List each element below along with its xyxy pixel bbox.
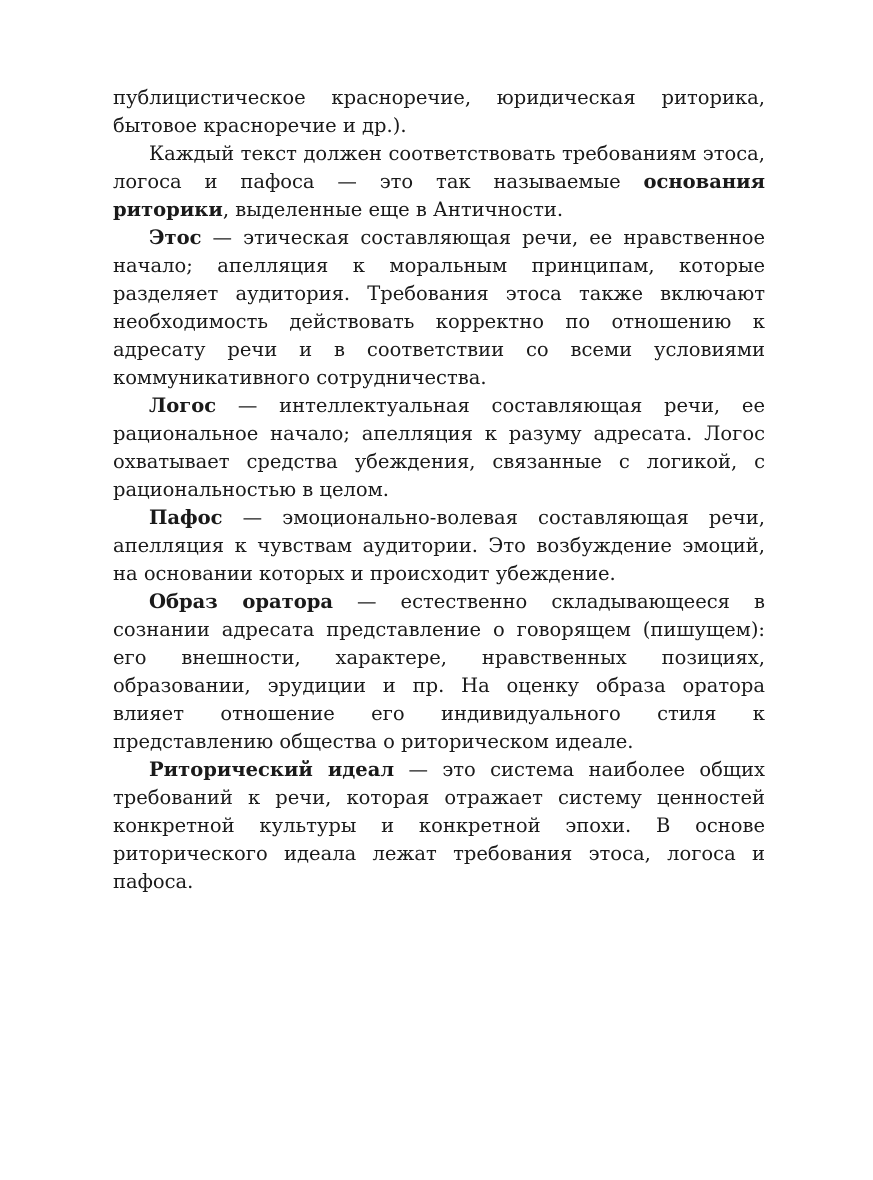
paragraph-rhetorical-ideal xyxy=(113,756,765,896)
paragraph-text: — естественно складывающееся в сознании адресата представление о говорящем (пишущем): его внешности, характере, нравственных позициях, образовании, эрудиции и пр. На оценку образа оратора влияет отношение его индивидуального стиля к представлению общества о риторическом идеале. xyxy=(113,590,765,753)
term-logos: Логос xyxy=(149,394,217,417)
paragraph-logos xyxy=(113,392,765,504)
paragraph-pathos xyxy=(113,504,765,588)
term-orator-image: Образ оратора xyxy=(149,590,333,613)
term-rhetorical-ideal: Риторический идеал xyxy=(149,758,395,781)
paragraph-text: , выделенные еще в Античности. xyxy=(222,198,564,221)
paragraph-foundations xyxy=(113,140,765,224)
paragraph-text: Каждый текст должен соответствовать требованиям этоса, логоса и пафоса — это так называемые xyxy=(113,142,765,193)
paragraph-orator-image xyxy=(113,588,765,756)
paragraph-ethos xyxy=(113,224,765,392)
term-ethos: Этос xyxy=(149,226,202,249)
term-foundations: основания риторики xyxy=(113,170,765,221)
paragraph-text: публицистическое красноречие, юридическая риторика, бытовое красноречие и др.). xyxy=(113,86,765,137)
paragraph-text: — этическая составляющая речи, ее нравственное начало; апелляция к моральным принципам, которые разделяет аудитория. Требования этоса также включают необходимость действовать корректно по отношению к адресату речи и в соответствии со всеми условиями коммуникативного сотрудничества. xyxy=(113,226,765,389)
paragraph-text: — эмоционально-волевая составляющая речи, апелляция к чувствам аудитории. Это возбуждение эмоций, на основании которых и происходит убеждение. xyxy=(113,506,765,585)
term-pathos: Пафос xyxy=(149,506,223,529)
paragraph-text: — это система наиболее общих требований к речи, которая отражает систему ценностей конкретной культуры и конкретной эпохи. В основе риторического идеала лежат требования этоса, логоса и пафоса. xyxy=(113,758,765,893)
paragraph-continuation xyxy=(113,84,765,140)
page-body xyxy=(113,84,765,896)
paragraph-text: — интеллектуальная составляющая речи, ее рациональное начало; апелляция к разуму адресата. Логос охватывает средства убеждения, связанные с логикой, с рациональностью в целом. xyxy=(113,394,765,501)
